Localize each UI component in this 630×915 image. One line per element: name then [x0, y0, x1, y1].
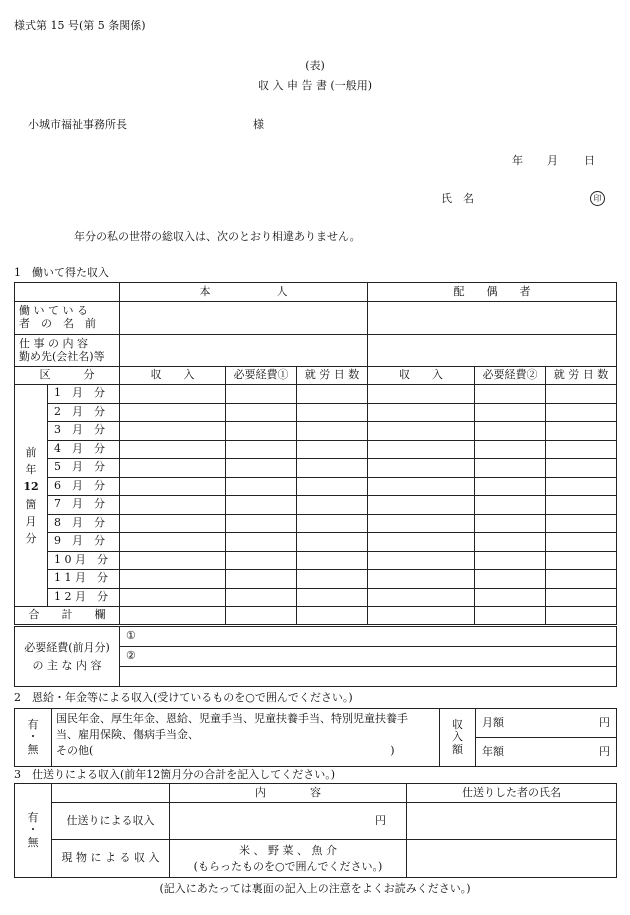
yearly-amount-field[interactable]: 年額 円	[476, 738, 617, 767]
col-spouse-income: 収 入	[368, 367, 475, 385]
month-cell[interactable]	[297, 496, 368, 515]
month-cell[interactable]	[475, 570, 546, 589]
month-row	[15, 403, 617, 422]
amount-label: 収 入 額	[440, 709, 476, 767]
month-cell[interactable]	[120, 551, 226, 570]
month-cell[interactable]	[120, 422, 226, 441]
cash-amount-field[interactable]: 円	[170, 803, 407, 840]
month-cell[interactable]	[475, 533, 546, 552]
month-cell[interactable]	[120, 570, 226, 589]
corner-cell	[15, 283, 120, 302]
month-cell[interactable]	[297, 551, 368, 570]
period-label: 前 年 12 箇 月 分	[15, 385, 48, 607]
month-cell[interactable]	[475, 588, 546, 607]
month-cell[interactable]	[226, 459, 297, 478]
month-cell[interactable]	[368, 440, 475, 459]
month-row	[15, 477, 617, 496]
month-label: 3 月 分	[48, 422, 120, 441]
month-cell[interactable]	[297, 403, 368, 422]
col-spouse-expenses: 必要経費②	[475, 367, 546, 385]
month-cell[interactable]	[475, 496, 546, 515]
total-label: 合 計 欄	[15, 607, 120, 625]
total-cell[interactable]	[368, 607, 475, 625]
name-label: 氏 名	[441, 192, 474, 205]
month-cell[interactable]	[368, 514, 475, 533]
month-cell[interactable]	[546, 403, 617, 422]
form-title: 収 入 申 告 書 (一般用)	[257, 79, 373, 92]
month-row	[15, 422, 617, 441]
pension-items[interactable]: 国民年金、厚生年金、恩給、児童手当、児童扶養手当、特別児童扶養手 当、雇用保険、傷病手当金、 その他( )	[52, 709, 440, 767]
month-cell[interactable]	[368, 533, 475, 552]
goods-sender-field[interactable]	[407, 840, 617, 878]
month-cell[interactable]	[226, 496, 297, 515]
month-cell[interactable]	[368, 588, 475, 607]
month-label: 1 0 月 分	[48, 551, 120, 570]
section1-title: 1 働いて得た収入	[14, 266, 109, 279]
month-cell[interactable]	[475, 477, 546, 496]
remittance-corner	[52, 784, 170, 803]
month-cell[interactable]	[120, 477, 226, 496]
month-label: 2 月 分	[48, 403, 120, 422]
addressee: 小城市福祉事務所長	[28, 118, 127, 131]
month-row	[15, 459, 617, 478]
month-cell[interactable]	[368, 403, 475, 422]
month-cell[interactable]	[546, 551, 617, 570]
goods-label: 現 物 に よ る 収 入	[52, 840, 170, 878]
month-cell[interactable]	[226, 514, 297, 533]
header-spouse: 配 偶 者	[368, 283, 617, 302]
side-label: (表)	[305, 59, 325, 72]
month-cell[interactable]	[475, 403, 546, 422]
date-day: 日	[584, 154, 595, 167]
date-month: 月	[547, 154, 558, 167]
month-label: 8 月 分	[48, 514, 120, 533]
month-cell[interactable]	[297, 440, 368, 459]
month-cell[interactable]	[120, 385, 226, 404]
month-cell[interactable]	[226, 385, 297, 404]
cash-label: 仕送りによる収入	[52, 803, 170, 840]
seal-mark: 印	[590, 191, 605, 206]
month-cell[interactable]	[120, 514, 226, 533]
month-cell[interactable]	[297, 570, 368, 589]
month-cell[interactable]	[368, 422, 475, 441]
col-self-expenses: 必要経費①	[226, 367, 297, 385]
cash-sender-field[interactable]	[407, 803, 617, 840]
month-cell[interactable]	[368, 570, 475, 589]
date-year: 年	[512, 154, 523, 167]
month-cell[interactable]	[368, 477, 475, 496]
remittance-table	[14, 783, 617, 878]
month-cell[interactable]	[120, 496, 226, 515]
month-cell[interactable]	[120, 588, 226, 607]
month-cell[interactable]	[297, 459, 368, 478]
month-row	[15, 514, 617, 533]
month-row	[15, 533, 617, 552]
section3-title: 3 仕送りによる収入(前年12箇月分の合計を記入してください。)	[14, 768, 336, 781]
month-cell[interactable]	[226, 477, 297, 496]
month-row	[15, 385, 617, 404]
month-cell[interactable]	[120, 403, 226, 422]
sender-header: 仕送りした者の氏名	[407, 784, 617, 803]
kubun-header: 区 分	[15, 367, 120, 385]
month-cell[interactable]	[297, 588, 368, 607]
month-cell[interactable]	[546, 514, 617, 533]
month-cell[interactable]	[546, 533, 617, 552]
month-cell[interactable]	[297, 533, 368, 552]
section2-title: 2 恩給・年金等による収入(受けているものを○で囲んでください。)	[14, 691, 353, 704]
month-cell[interactable]	[226, 533, 297, 552]
month-label: 9 月 分	[48, 533, 120, 552]
worker-name-spouse-field[interactable]	[368, 302, 617, 335]
form-number: 様式第 15 号(第 5 条関係)	[14, 19, 146, 32]
month-cell[interactable]	[475, 422, 546, 441]
month-cell[interactable]	[226, 570, 297, 589]
pension-yumu[interactable]: 有 ・ 無	[15, 709, 52, 767]
month-cell[interactable]	[226, 588, 297, 607]
month-label: 1 1 月 分	[48, 570, 120, 589]
total-cell[interactable]	[546, 607, 617, 625]
month-cell[interactable]	[546, 496, 617, 515]
month-cell[interactable]	[475, 514, 546, 533]
month-cell[interactable]	[368, 385, 475, 404]
month-cell[interactable]	[226, 422, 297, 441]
expenses-label: 必要経費(前月分) の 主 な 内 容	[15, 627, 120, 687]
month-cell[interactable]	[297, 385, 368, 404]
month-cell[interactable]	[120, 440, 226, 459]
month-cell[interactable]	[546, 477, 617, 496]
month-label: 4 月 分	[48, 440, 120, 459]
month-cell[interactable]	[546, 570, 617, 589]
month-cell[interactable]	[475, 551, 546, 570]
month-cell[interactable]	[226, 551, 297, 570]
sama-label: 様	[253, 118, 264, 131]
total-cell[interactable]	[297, 607, 368, 625]
header-self: 本 人	[120, 283, 368, 302]
month-cell[interactable]	[226, 440, 297, 459]
goods-items[interactable]: 米 、 野 菜 、 魚 介 (もらったものを○で囲んでください。)	[170, 840, 407, 878]
total-cell[interactable]	[226, 607, 297, 625]
expense-field-2[interactable]: ②	[120, 647, 617, 667]
total-cell[interactable]	[120, 607, 226, 625]
month-cell[interactable]	[120, 533, 226, 552]
expense-field-3[interactable]	[120, 667, 617, 687]
col-self-workdays: 就 労 日 数	[297, 367, 368, 385]
month-cell[interactable]	[297, 422, 368, 441]
month-cell[interactable]	[546, 588, 617, 607]
month-label: 1 月 分	[48, 385, 120, 404]
month-cell[interactable]	[297, 477, 368, 496]
month-cell[interactable]	[368, 459, 475, 478]
month-cell[interactable]	[475, 459, 546, 478]
month-cell[interactable]	[475, 385, 546, 404]
month-label: 6 月 分	[48, 477, 120, 496]
month-label: 7 月 分	[48, 496, 120, 515]
worker-name-label: 働 い て い る 者 の 名 前	[15, 302, 120, 335]
month-row	[15, 440, 617, 459]
month-row	[15, 496, 617, 515]
col-self-income: 収 入	[120, 367, 226, 385]
worker-name-self-field[interactable]	[120, 302, 368, 335]
monthly-amount-field[interactable]: 月額 円	[476, 709, 617, 738]
pension-table	[14, 708, 617, 767]
naiyo-header: 内 容	[170, 784, 407, 803]
footer-note: (記入にあたっては裏面の記入上の注意をよくお読みください。)	[159, 882, 471, 895]
job-self-field[interactable]	[120, 335, 368, 367]
remittance-yumu[interactable]: 有 ・ 無	[15, 784, 52, 878]
col-spouse-workdays: 就 労 日 数	[546, 367, 617, 385]
earned-income-table	[14, 282, 617, 625]
month-cell[interactable]	[368, 551, 475, 570]
month-row	[15, 551, 617, 570]
month-cell[interactable]	[546, 459, 617, 478]
month-label: 1 2 月 分	[48, 588, 120, 607]
job-label: 仕 事 の 内 容 勤め先(会社名)等	[15, 335, 120, 367]
month-cell[interactable]	[368, 496, 475, 515]
month-cell[interactable]	[120, 459, 226, 478]
month-row	[15, 588, 617, 607]
expenses-table	[14, 626, 617, 687]
month-cell[interactable]	[475, 440, 546, 459]
month-cell[interactable]	[226, 403, 297, 422]
month-cell[interactable]	[546, 440, 617, 459]
month-row	[15, 570, 617, 589]
month-cell[interactable]	[546, 422, 617, 441]
total-cell[interactable]	[475, 607, 546, 625]
month-cell[interactable]	[546, 385, 617, 404]
month-cell[interactable]	[297, 514, 368, 533]
month-label: 5 月 分	[48, 459, 120, 478]
declaration: 年分の私の世帯の総収入は、次のとおり相違ありません。	[74, 230, 361, 243]
expense-field-1[interactable]: ①	[120, 627, 617, 647]
job-spouse-field[interactable]	[368, 335, 617, 367]
